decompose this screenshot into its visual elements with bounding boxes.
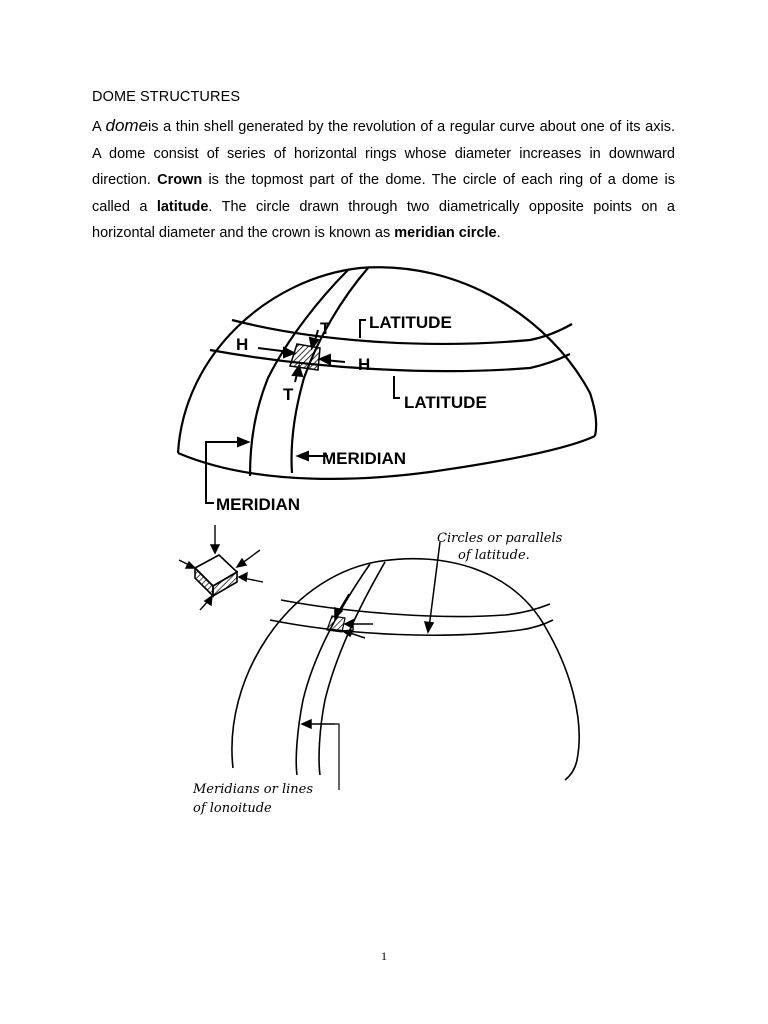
- label-h-left: H: [236, 335, 249, 354]
- text-run: .: [496, 225, 501, 241]
- term-latitude: latitude: [156, 198, 209, 215]
- text-run: A: [92, 119, 106, 135]
- label-h-right: H: [358, 355, 371, 374]
- label-latitude-lower: LATITUDE: [404, 393, 487, 412]
- body-paragraph: [92, 113, 675, 247]
- term-dome: dome: [105, 116, 149, 135]
- term-meridian-circle: meridian circle: [394, 225, 497, 241]
- text-run: is a thin shell generated by the revolution of a regular curve about one of its axis. A dome consist of series of horizontal rings whose diameter increases in downward direction.: [92, 119, 675, 188]
- label-meridians-line1: Meridians or lines: [193, 782, 314, 797]
- label-latitude-upper: LATITUDE: [369, 313, 452, 332]
- term-crown: Crown: [157, 172, 203, 188]
- text-run: . The circle drawn through two diametrically opposite points on a horizontal diameter and the crown is known as: [92, 198, 675, 241]
- section-heading: DOME STRUCTURES: [92, 89, 241, 105]
- label-t-upper: T: [320, 319, 331, 338]
- dome-diagram-bottom: [175, 520, 595, 820]
- label-meridian-bottom: MERIDIAN: [216, 495, 301, 514]
- text-run: is the topmost part of the dome. The circle of each ring of a dome is called a: [92, 172, 676, 215]
- label-circles-line1: Circles or parallels: [437, 531, 563, 546]
- dome-diagram-top: [170, 258, 610, 518]
- page-number: 1: [381, 949, 387, 963]
- label-meridians-line2: of lonoitude: [193, 801, 272, 816]
- label-circles-line2: of latitude.: [458, 548, 530, 563]
- label-t-lower: T: [283, 385, 294, 404]
- label-meridian-right: MERIDIAN: [322, 449, 407, 468]
